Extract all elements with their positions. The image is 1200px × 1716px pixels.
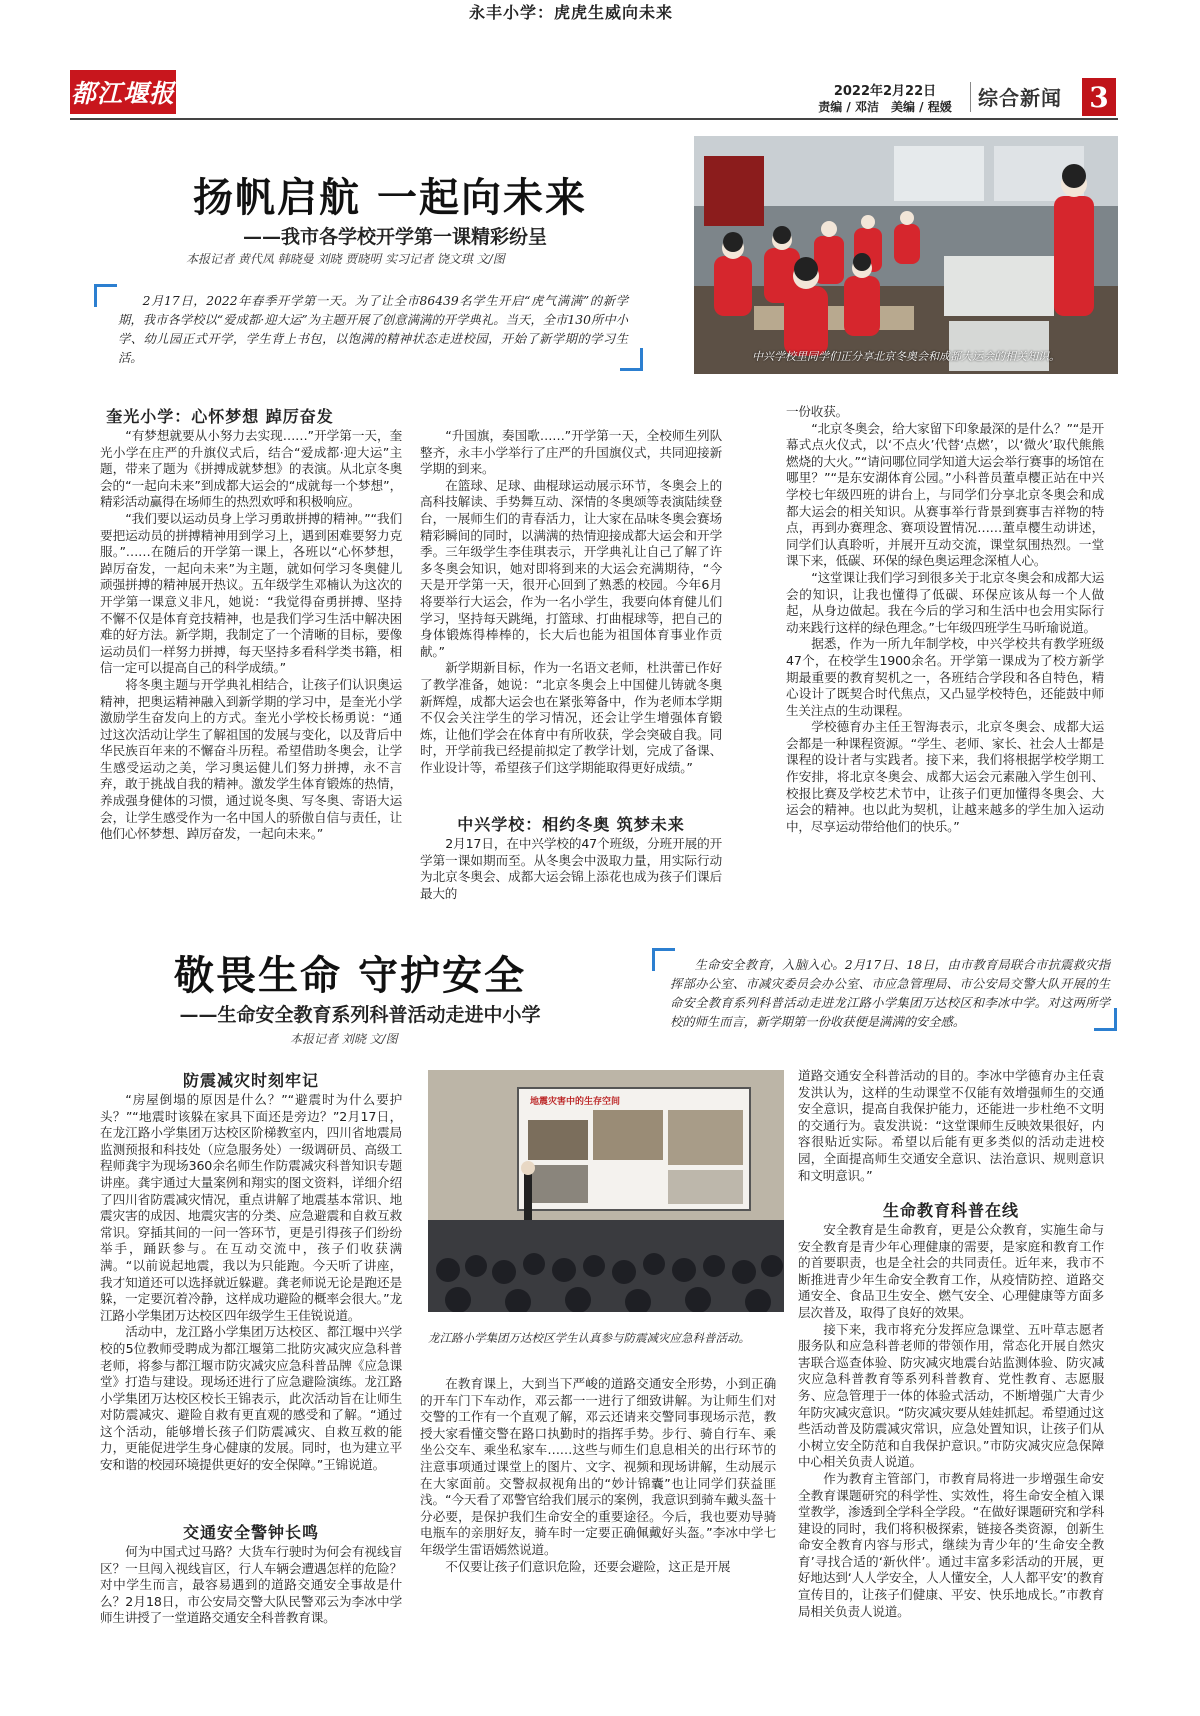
masthead-logo [70,70,176,114]
article2-title: 敬畏生命 守护安全 [174,952,526,999]
masthead-rule [70,118,1118,120]
masthead-date: 2022年2月22日 [833,84,937,99]
classroom-photo [694,136,1118,374]
kuiguang-body [100,428,402,843]
yongfeng-heading: 永丰小学：虎虎生威向未来 [468,3,673,22]
article1-subtitle: ——我市各学校开学第一课精彩纷呈 [242,226,547,248]
section-title: 综合新闻 [978,86,1062,110]
zhongxing-continued-line: 一份收获。 [786,404,848,419]
lecture-screen-title: 地震灾害中的生存空间 [530,1097,621,1107]
earthquake-paragraph-1: “房屋倒塌的原因是什么？”“避震时为什么要护头？”“地震时该躲在家具下面还是旁边？”2月17日，在龙江路小学集团万达校区阶梯教室内，四川省地震局监测预报和科技处（应急服务处）一级调研员、高级工程师龚宇为现场360余名师生作防震减灾科普知识专题讲座。龚宇通过大量案例和翔实的图文资料，详细介绍了四川省防震减灾情况，重点讲解了地震基本常识、地震灾害的成因、地震灾害的分类、应急避震和自救互救常识。穿插其间的一问一答环节，更是引得孩子们纷纷举手，踊跃参与。在互动交流中，孩子们收获满满。“以前说起地震，我以为只能跑。今天听了讲座，我才知道还可以选择就近躲避。龚老师说无论是跑还是躲，一定要沉着冷静，这样成功避险的概率会很大。”龙江路小学集团万达校区四年级学生王佳锐说道。 [100,1092,402,1323]
kuiguang-paragraph-3: 将冬奥主题与开学典礼相结合，让孩子们认识奥运精神，把奥运精神融入到新学期的学习中，是奎光小学激励学生奋发向上的方式。奎光小学校长杨勇说：“通过这次活动让学生了解祖国的发展与变化，以及背后中华民族百年来的不懈奋斗历程。希望借助冬奥会，让学生感受运动之美，学习奥运健儿们努力拼搏，永不言弃，敢于挑战自我的精神。激发学生体育锻炼的热情，养成强身健体的习惯，通过说冬奥、写冬奥、寄语大运会，让学生感受作为一名中国人的骄傲自信与责任，让他们心怀梦想、踔厉奋发，一起向未来。” [100,676,402,842]
zhongxing-paragraph-1: 2月17日，在中兴学校的47个班级，分班开展的开学第一课如期而至。从冬奥会中汲取力量，用实际行动为北京冬奥会、成都大运会锦上添花也成为孩子们课后最大的 [420,836,722,901]
yongfeng-paragraph-3: 新学期新目标，作为一名语文老师，杜洪蕾已作好了教学准备，她说：“北京冬奥会上中国健儿铸就冬奥新辉煌，成都大运会也在紧张筹备中，作为老师本学期不仅会关注学生的学习情况，还会让学生增强体育锻炼，让他们学会在体育中有所收获，学会突破自我。同时，开学前我已经提前拟定了教学计划，完成了备课、作业设计等，希望孩子们这学期能取得更好成绩。” [420,660,722,775]
zhongxing-paragraph-2: “北京冬奥会，给大家留下印象最深的是什么？”“是开幕式点火仪式，以‘不点火’代替‘点燃’，以‘微火’取代熊熊燃烧的大火。”“请问哪位同学知道大运会举行赛事的场馆在哪里？”“是东安湖体育公园。”小科普员董卓樱正站在中兴学校七年级四班的讲台上，与同学们分享北京冬奥会和成都大运会的相关知识。从赛事举行背景到赛事吉祥物的特点，再到办赛理念、赛项设置情况……董卓樱生动讲述，同学们认真聆听，并展开互动交流，课堂氛围热烈。一堂课下来，低碳、环保的绿色奥运理念深植人心。 [786,420,1104,569]
traffic-heading: 交通安全警钟长鸣 [182,1523,319,1542]
zhongxing-heading: 中兴学校：相约冬奥 筑梦未来 [457,815,685,834]
traffic-body-continued [420,1376,776,1575]
masthead-editors: 责编 / 邓洁 美编 / 程媛 [818,100,952,114]
classroom-photo-illustration [694,136,1118,374]
page-number: 3 [1089,80,1109,114]
traffic-body-column3 [798,1068,1104,1184]
earthquake-body [100,1092,402,1474]
life-education-body [798,1222,1104,1620]
article1-lead: 2月17日，2022年春季开学第一天。为了让全市86439名学生开启“虎气满满”的新学期，我市各学校以“爱成都·迎大运”为主题开展了创意满满的开学典礼。当天，全市130所中小学、幼儿园正式开学，学生背上书包，以饱满的精神状态走进校园，开始了新学期的学习生活。 [118,294,628,365]
kuiguang-paragraph-2: “我们要以运动员身上学习勇敢拼搏的精神。”“我们要把运动员的拼搏精神用到学习上，遇到困难要努力克服。”……在随后的开学第一课上，各班以“心怀梦想，踔厉奋发，一起向未来”为主题，就如何学习冬奥健儿顽强拼搏的精神展开热议。五年级学生邓楠认为这次的开学第一课意义非凡，她说：“我觉得奋勇拼搏、坚持不懈不仅是体育竞技精神，也是我们学习生活中解决困难的好方法。新学期，我制定了一个清晰的目标，要像运动员们一样努力拼搏，每天坚持多看科学类书籍，相信一定可以提高自己的科学成绩。” [100,510,402,676]
zhongxing-body [420,836,722,902]
zhongxing-paragraph-5: 学校德育办主任王智海表示，北京冬奥会、成都大运会都是一种课程资源。“学生、老师、家长、社会人士都是课程的设计者与实践者。接下来，我们将根据学校学期工作安排，将北京冬奥会、成都大运会元素融入学生创刊、校报比赛及学校艺术节中，让孩子们更加懂得冬奥会、大运会的精神。也以此为契机，让越来越多的学生加入运动中，尽享运动带给他们的快乐。” [786,719,1104,834]
traffic-paragraph-2: 在教育课上，大到当下严峻的道路交通安全形势，小到正确的开车门下车动作，邓云都一一进行了细致讲解。为让师生们对交警的工作有一个直观了解，邓云还请来交警同事现场示范，教授大家看懂交警在路口执勤时的指挥手势。步行、骑自行车、乘坐公交车、乘坐私家车……这些与师生们息息相关的出行环节的注意事项通过课堂上的图片、文字、视频和现场讲解，生动展示在大家面前。交警叔叔视角出的“妙计锦囊”也让同学们获益匪浅。“今天看了邓警官给我们展示的案例，我意识到骑车戴头盔十分必要，是保护我们生命安全的重要途径。今后，我也要劝导骑电瓶车的亲朋好友，骑车时一定要正确佩戴好头盔。”李冰中学七年级学生雷语嫣然说道。 [420,1376,776,1557]
article2-lead: 生命安全教育，入脑入心。2月17日、18日，由市教育局联合市抗震救灾指挥部办公室、市减灾委员会办公室、市应急管理局、市公安局交警大队开展的生命安全教育系列科普活动走进龙江路小学集团万达校区和李冰中学。对这两所学校的师生而言，新学期第一份收获便是满满的安全感。 [670,958,1110,1029]
traffic-paragraph-3: 不仅要让孩子们意识危险，还要会避险，这正是开展 [445,1558,731,1574]
kuiguang-heading: 奎光小学：心怀梦想 踔厉奋发 [106,407,334,426]
article1-title: 扬帆启航 一起向未来 [193,174,587,221]
article1-byline: 本报记者 黄代凤 韩晓曼 刘晓 贾晓明 实习记者 饶文琪 文/图 [186,252,505,266]
traffic-paragraph-4: 道路交通安全科普活动的目的。李冰中学德育办主任袁发洪认为，这样的生动课堂不仅能有效增强师生的交通安全意识，提高自我保护能力，还能进一步杜绝不文明的交通行为。袁发洪说：“这堂课师生反映效果很好，内容很贴近实际。希望以后能有更多类似的活动走进校园，全面提高师生交通安全意识、法治意识、规则意识和文明意识。” [798,1068,1104,1183]
kuiguang-paragraph-1: “有梦想就要从小努力去实现……”开学第一天，奎光小学在庄严的升旗仪式后，结合“爱成都·迎大运”主题，带来了题为《拼搏成就梦想》的表演。从北京冬奥会的“一起向未来”到成都大运会的“成就每一个梦想”，精彩活动赢得在场师生的热烈欢呼和积极响应。 [100,428,402,510]
earthquake-heading: 防震减灾时刻牢记 [182,1071,319,1090]
masthead-logo-text: 都江堰报 [70,79,175,108]
life-education-paragraph-3: 作为教育主管部门，市教育局将进一步增强生命安全教育课题研究的科学性、实效性，将生命安全植入课堂教学，渗透到全学科全学段。“在做好课题研究和学科建设的同时，我们将积极探索，链接各类资源，创新生命安全教育内容与形式，继续为青少年的‘生命安全教育’寻找合适的‘新伙伴’。通过丰富多彩活动的开展，更好地达到‘人人学安全，人人懂安全，人人都平安’的教育宣传目的，让孩子们健康、平安、快乐地成长。”市教育局相关负责人说道。 [798,1470,1104,1619]
lecture-photo-caption: 龙江路小学集团万达校区学生认真参与防震减灾应急科普活动。 [428,1331,750,1345]
traffic-body [100,1544,402,1627]
zhongxing-paragraph-3: “这堂课让我们学习到很多关于北京冬奥会和成都大运会的知识，让我也懂得了低碳、环保应该从每一个人做起，从身边做起。我在今后的学习和生活中也会用实际行动来践行这样的绿色理念。”七年级四班学生马昕瑜说道。 [786,569,1104,635]
zhongxing-body-continued [786,404,1104,835]
page-number-badge [1082,78,1116,116]
life-education-paragraph-2: 接下来，我市将充分发挥应急课堂、五叶草志愿者服务队和应急科普老师的带领作用，常态化开展自然灾害联合巡查体验、防灾减灾地震台站监测体验、防灾减灾应急科普教育等系列科普教育、党性教育、志愿服务、应急管理于一体的体验式活动，不断增强广大青少年防灾减灾意识。“防灾减灾要从娃娃抓起。希望通过这些活动普及防震减灾常识，应急处置知识，让孩子们从小树立安全防范和自我保护意识。”市防灾减灾应急保障中心相关负责人说道。 [798,1321,1104,1470]
yongfeng-body [420,428,722,776]
traffic-paragraph-1: 何为中国式过马路？大货车行驶时为何会有视线盲区？一旦闯入视线盲区，行人车辆会遭遇怎样的危险？对中学生而言，最容易遇到的道路交通安全事故是什么？2月18日，市公安局交警大队民警邓云为李冰中学师生讲授了一堂道路交通安全科普教育课。 [100,1544,402,1626]
article2-subtitle: ——生命安全教育系列科普活动走进中小学 [179,1004,541,1026]
yongfeng-paragraph-2: 在篮球、足球、曲棍球运动展示环节，冬奥会上的高科技解读、手势舞互动、深情的冬奥颂等表演陆续登台，一展师生们的青春活力，让大家在品味冬奥会赛场精彩瞬间的同时，以满满的热情迎接成都大运会和开学季。三年级学生李佳琪表示，开学典礼让自己了解了许多冬奥会知识，她对即将到来的大运会充满期待，“今天是开学第一天，很开心回到了熟悉的校园。今年6月将要举行大运会，作为一名小学生，我要向体育健儿们学习，坚持每天跳绳，打篮球、打曲棍球等，把自己的身体锻炼得棒棒的，长大后也能为祖国体育事业作贡献。” [420,477,722,659]
article2-byline: 本报记者 刘晓 文/图 [290,1032,398,1046]
zhongxing-paragraph-4: 据悉，作为一所九年制学校，中兴学校共有教学班级47个，在校学生1900余名。开学第一课成为了校方新学期最重要的教育契机之一，各班结合学段和各自特色，精心设计了既契合时代焦点，又凸显学校特色，还能鼓中师生关注点的生动课程。 [786,636,1104,718]
lead-corner-top-left [94,284,117,307]
section-divider [970,82,971,112]
yongfeng-paragraph-1: “升国旗，奏国歌……”开学第一天，全校师生列队整齐，永丰小学举行了庄严的升国旗仪式，共同迎接新学期的到来。 [420,428,722,477]
classroom-photo-caption: 中兴学校里同学们正分享北京冬奥会和成都大运会的相关知识。 [752,350,1060,363]
earthquake-paragraph-2: 活动中，龙江路小学集团万达校区、都江堰中兴学校的5位教师受聘成为都江堰第二批防灾减灾应急科普老师，将参与都江堰市防灾减灾应急科普品牌《应急课堂》打造与建设。现场还进行了应急避险演练。龙江路小学集团万达校区校长王锦表示，此次活动旨在让师生对防震减灾、避险自救有更直观的感受和了解。“通过这个活动，能够增长孩子们防震减灾、自救互救的能力，更能促进学生身心健康的发展。同时，也为建立平安和谐的校园环境提供更好的安全保障。”王锦说道。 [100,1324,402,1473]
life-education-paragraph-1: 安全教育是生命教育，更是公众教育，实施生命与安全教育是青少年心理健康的需要，是家庭和教育工作的首要职责，也是全社会的共同责任。近年来，我市不断推进青少年生命安全教育工作，从疫情防控、道路交通安全、食品卫生安全、燃气安全、心理健康等方面多层次普及，取得了良好的效果。 [798,1222,1104,1320]
life-education-heading: 生命教育科普在线 [882,1201,1019,1220]
lecture-photo [428,1070,784,1312]
